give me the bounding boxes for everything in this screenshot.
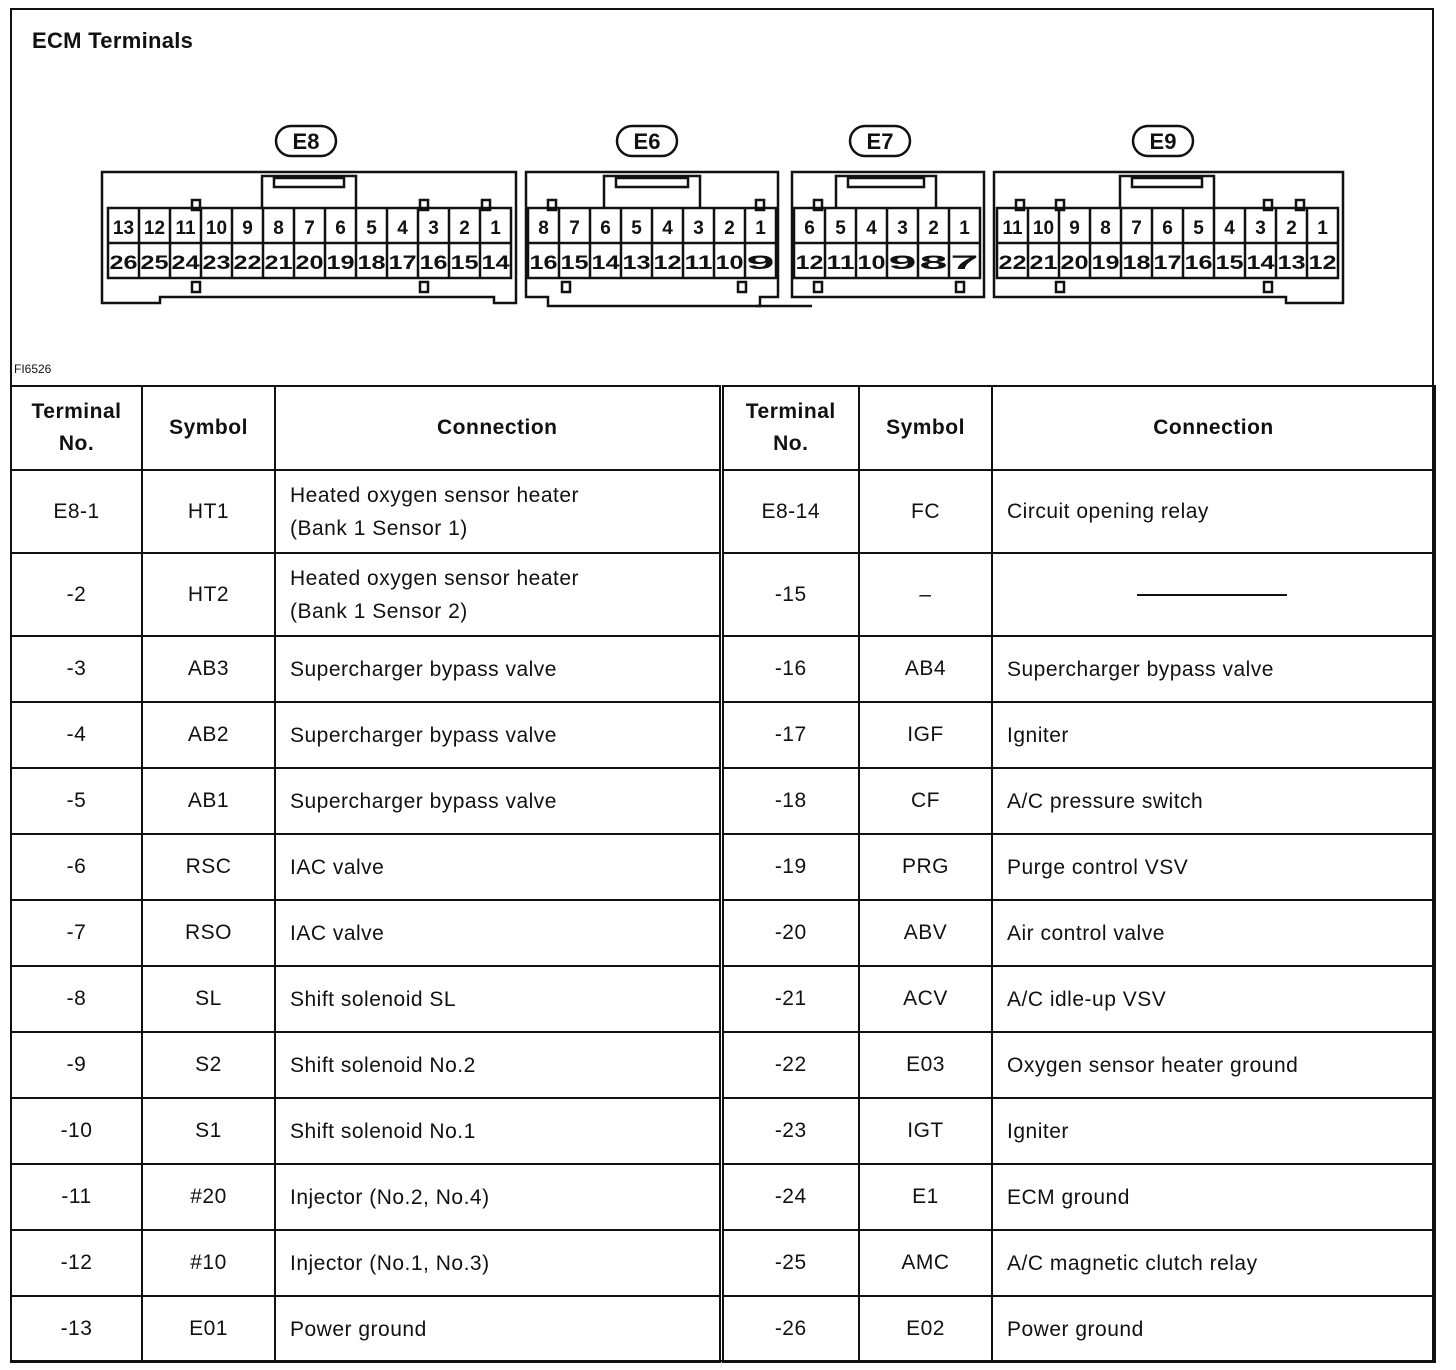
locking-tab — [848, 178, 924, 187]
connection-line: Supercharger bypass valve — [290, 723, 557, 747]
connection-line: IAC valve — [290, 855, 385, 879]
pin-number: 22 — [998, 253, 1027, 274]
connector-label: E8 — [292, 129, 320, 154]
blank-dash — [1137, 594, 1287, 596]
pin-number: 23 — [202, 253, 231, 274]
locking-tab — [616, 178, 688, 187]
terminal-cell: -9 — [11, 1032, 142, 1098]
terminal-cell: -17 — [721, 702, 859, 768]
pin-number: 6 — [1162, 218, 1173, 239]
table-row — [11, 900, 1435, 966]
connection-cell — [275, 900, 721, 966]
connection-line: (Bank 1 Sensor 2) — [290, 599, 468, 623]
key-notch — [814, 282, 822, 292]
connection-line: A/C pressure switch — [1007, 789, 1204, 813]
connection-line: Heated oxygen sensor heater — [290, 483, 580, 507]
symbol-cell: SL — [142, 966, 275, 1032]
connection-line: Shift solenoid No.2 — [290, 1053, 476, 1077]
symbol-cell: E03 — [859, 1032, 992, 1098]
connection-line: Igniter — [1007, 723, 1069, 747]
pin-number: 5 — [631, 218, 642, 239]
key-notch — [192, 282, 200, 292]
pin-number: 18 — [357, 253, 386, 274]
pin-number: 11 — [684, 253, 714, 274]
pin-number: 7 — [304, 218, 315, 239]
table-row — [11, 834, 1435, 900]
pin-number: 10 — [715, 253, 744, 274]
pin-number: 11 — [826, 253, 856, 274]
pin-number: 25 — [140, 253, 170, 274]
key-notch — [420, 282, 428, 292]
symbol-cell: E1 — [859, 1164, 992, 1230]
pin-number: 13 — [112, 218, 135, 239]
table-row — [11, 966, 1435, 1032]
symbol-cell: #20 — [142, 1164, 275, 1230]
connection-line: A/C idle-up VSV — [1007, 987, 1167, 1011]
pin-number: 1 — [959, 218, 970, 239]
connection-cell — [992, 1296, 1435, 1362]
symbol-cell: E02 — [859, 1296, 992, 1362]
pin-number: 7 — [569, 218, 580, 239]
symbol-cell: S2 — [142, 1032, 275, 1098]
symbol-cell: FC — [859, 470, 992, 553]
pin-number: 15 — [450, 253, 480, 274]
connection-line: Purge control VSV — [1007, 855, 1189, 879]
symbol-cell: #10 — [142, 1230, 275, 1296]
pin-number: 6 — [335, 218, 346, 239]
table-row — [11, 1032, 1435, 1098]
terminal-cell: -6 — [11, 834, 142, 900]
connection-cell — [275, 636, 721, 702]
connection-cell — [992, 1164, 1435, 1230]
connection-line: A/C magnetic clutch relay — [1007, 1251, 1258, 1275]
pin-number: 21 — [264, 253, 294, 274]
pin-number: 14 — [591, 253, 621, 274]
locking-tab — [1132, 178, 1202, 187]
symbol-cell: ABV — [859, 900, 992, 966]
pin-number: 20 — [295, 253, 324, 274]
pin-number: 15 — [560, 253, 590, 274]
pin-number: 12 — [143, 218, 166, 239]
table-row — [11, 768, 1435, 834]
pin-number: 20 — [1060, 253, 1089, 274]
pin-number: 3 — [1255, 218, 1266, 239]
symbol-cell: E01 — [142, 1296, 275, 1362]
pin-number: 22 — [233, 253, 262, 274]
connection-line: Igniter — [1007, 1119, 1069, 1143]
connection-cell — [275, 1032, 721, 1098]
connection-cell — [992, 1098, 1435, 1164]
terminal-cell: -23 — [721, 1098, 859, 1164]
connection-line: Supercharger bypass valve — [290, 789, 557, 813]
terminal-cell: -25 — [721, 1230, 859, 1296]
pin-number: 2 — [928, 218, 939, 239]
terminal-cell: -7 — [11, 900, 142, 966]
header-symbol: Symbol — [142, 386, 275, 470]
connection-cell — [275, 966, 721, 1032]
symbol-cell: AB1 — [142, 768, 275, 834]
pin-number: 19 — [326, 253, 355, 274]
pin-number: 10 — [205, 218, 228, 239]
terminal-cell: E8-1 — [11, 470, 142, 553]
table-row — [11, 1296, 1435, 1362]
connector-label: E6 — [633, 129, 661, 154]
symbol-cell: AB4 — [859, 636, 992, 702]
header-terminal: Terminal No. — [721, 386, 859, 470]
pin-number: 17 — [1153, 253, 1182, 274]
pin-number: 10 — [1032, 218, 1055, 239]
terminal-cell: -24 — [721, 1164, 859, 1230]
locking-tab — [262, 176, 356, 208]
pin-number: 18 — [1122, 253, 1151, 274]
pin-number: 3 — [428, 218, 439, 239]
connection-cell — [992, 470, 1435, 553]
table-row — [11, 1098, 1435, 1164]
connector-label: E9 — [1149, 129, 1177, 154]
terminal-cell: -11 — [11, 1164, 142, 1230]
symbol-cell: RSO — [142, 900, 275, 966]
pin-number: 8 — [538, 218, 549, 239]
pin-number: 8 — [273, 218, 284, 239]
locking-tab — [1120, 176, 1214, 208]
pin-number: 19 — [1091, 253, 1120, 274]
connection-line: Injector (No.1, No.3) — [290, 1251, 490, 1275]
pin-number: 13 — [1277, 253, 1306, 274]
symbol-cell: IGT — [859, 1098, 992, 1164]
pin-number: 11 — [175, 218, 196, 239]
pin-number: 12 — [653, 253, 682, 274]
pin-number: 3 — [693, 218, 704, 239]
connection-line: Power ground — [1007, 1317, 1144, 1341]
terminal-cell: -15 — [721, 553, 859, 636]
terminal-cell: -22 — [721, 1032, 859, 1098]
pin-number: 21 — [1029, 253, 1059, 274]
terminal-cell: -2 — [11, 553, 142, 636]
connection-line: Supercharger bypass valve — [1007, 657, 1274, 681]
pin-number: 24 — [171, 253, 201, 274]
connection-line: Air control valve — [1007, 921, 1165, 945]
table-row — [11, 1230, 1435, 1296]
pin-number: 7 — [1131, 218, 1142, 239]
pin-number: 16 — [529, 253, 558, 274]
header-connection: Connection — [275, 386, 721, 470]
key-notch — [562, 282, 570, 292]
pin-number: 11 — [1002, 218, 1023, 239]
pin-number: 3 — [897, 218, 908, 239]
pin-number: 4 — [1224, 218, 1235, 239]
table-row — [11, 636, 1435, 702]
page-title: ECM Terminals — [32, 28, 194, 53]
connection-cell — [992, 966, 1435, 1032]
connection-cell — [275, 768, 721, 834]
key-notch — [1056, 282, 1064, 292]
symbol-cell: IGF — [859, 702, 992, 768]
connection-line: Shift solenoid SL — [290, 987, 457, 1011]
pin-number: 2 — [724, 218, 735, 239]
connection-cell — [275, 470, 721, 553]
connection-line: Oxygen sensor heater ground — [1007, 1053, 1299, 1077]
pin-number: 9 — [746, 253, 775, 274]
symbol-cell: AB3 — [142, 636, 275, 702]
pin-number: 16 — [1184, 253, 1213, 274]
key-notch — [1264, 282, 1272, 292]
pin-number: 4 — [397, 218, 408, 239]
key-notch — [956, 282, 964, 292]
pin-number: 4 — [866, 218, 877, 239]
pin-number: 16 — [419, 253, 448, 274]
connection-line: Injector (No.2, No.4) — [290, 1185, 490, 1209]
pin-number: 14 — [1246, 253, 1276, 274]
connection-cell — [275, 702, 721, 768]
terminal-cell: E8-14 — [721, 470, 859, 553]
terminal-cell: -12 — [11, 1230, 142, 1296]
connection-cell — [992, 1032, 1435, 1098]
pin-number: 5 — [835, 218, 846, 239]
pin-number: 2 — [1286, 218, 1297, 239]
pin-number: 2 — [459, 218, 470, 239]
connection-cell — [275, 1296, 721, 1362]
connection-cell — [992, 834, 1435, 900]
connection-cell — [275, 1164, 721, 1230]
connection-cell — [992, 1230, 1435, 1296]
header-terminal: Terminal No. — [11, 386, 142, 470]
locking-tab — [604, 176, 700, 208]
connection-cell — [992, 702, 1435, 768]
symbol-cell: – — [859, 553, 992, 636]
connection-cell — [992, 768, 1435, 834]
terminal-cell: -20 — [721, 900, 859, 966]
terminal-cell: -3 — [11, 636, 142, 702]
connection-line: Shift solenoid No.1 — [290, 1119, 476, 1143]
pin-number: 1 — [755, 218, 766, 239]
pin-number: 8 — [919, 253, 948, 274]
connection-cell — [992, 636, 1435, 702]
pin-number: 15 — [1215, 253, 1245, 274]
connection-cell — [992, 900, 1435, 966]
connection-cell — [275, 553, 721, 636]
terminal-cell: -4 — [11, 702, 142, 768]
locking-tab — [836, 176, 936, 208]
terminal-cell: -10 — [11, 1098, 142, 1164]
pin-number: 7 — [950, 253, 979, 274]
pin-number: 6 — [600, 218, 611, 239]
pin-number: 12 — [795, 253, 824, 274]
pin-number: 4 — [662, 218, 673, 239]
pin-number: 26 — [109, 253, 138, 274]
connection-cell — [992, 553, 1435, 636]
terminal-cell: -13 — [11, 1296, 142, 1362]
table-row — [11, 702, 1435, 768]
terminal-cell: -19 — [721, 834, 859, 900]
terminal-cell: -18 — [721, 768, 859, 834]
pin-number: 9 — [242, 218, 253, 239]
pin-number: 9 — [888, 253, 917, 274]
table-header-row — [11, 386, 1435, 470]
pin-number: 8 — [1100, 218, 1111, 239]
connector-diagram — [0, 0, 1456, 385]
key-notch — [738, 282, 746, 292]
figure-id: FI6526 — [14, 362, 52, 376]
pin-number: 5 — [1193, 218, 1204, 239]
terminal-cell: -21 — [721, 966, 859, 1032]
connector-label: E7 — [866, 129, 894, 154]
pin-number: 10 — [857, 253, 886, 274]
symbol-cell: CF — [859, 768, 992, 834]
terminal-cell: -26 — [721, 1296, 859, 1362]
symbol-cell: RSC — [142, 834, 275, 900]
pin-number: 6 — [804, 218, 815, 239]
terminal-cell: -16 — [721, 636, 859, 702]
symbol-cell: HT2 — [142, 553, 275, 636]
connection-line: ECM ground — [1007, 1185, 1130, 1209]
connection-cell — [275, 1098, 721, 1164]
table-row — [11, 553, 1435, 636]
symbol-cell: AB2 — [142, 702, 275, 768]
connection-line: Circuit opening relay — [1007, 500, 1209, 523]
pin-number: 1 — [490, 218, 501, 239]
symbol-cell: S1 — [142, 1098, 275, 1164]
connection-line: Power ground — [290, 1317, 427, 1341]
table-row — [11, 1164, 1435, 1230]
pin-number: 13 — [622, 253, 651, 274]
connection-line: Supercharger bypass valve — [290, 657, 557, 681]
pin-number: 17 — [388, 253, 417, 274]
connection-line: Heated oxygen sensor heater — [290, 566, 580, 590]
terminal-table — [10, 385, 1436, 1363]
connection-line: IAC valve — [290, 921, 385, 945]
pin-number: 14 — [481, 253, 511, 274]
connection-line: (Bank 1 Sensor 1) — [290, 516, 468, 540]
symbol-cell: PRG — [859, 834, 992, 900]
pin-number: 1 — [1317, 218, 1328, 239]
symbol-cell: AMC — [859, 1230, 992, 1296]
header-symbol: Symbol — [859, 386, 992, 470]
terminal-cell: -5 — [11, 768, 142, 834]
pin-number: 5 — [366, 218, 377, 239]
header-connection: Connection — [992, 386, 1435, 470]
locking-tab — [274, 178, 344, 187]
table-row — [11, 470, 1435, 553]
pin-number: 9 — [1069, 218, 1080, 239]
terminal-cell: -8 — [11, 966, 142, 1032]
connection-cell — [275, 834, 721, 900]
symbol-cell: HT1 — [142, 470, 275, 553]
pin-number: 12 — [1308, 253, 1337, 274]
symbol-cell: ACV — [859, 966, 992, 1032]
connection-cell — [275, 1230, 721, 1296]
